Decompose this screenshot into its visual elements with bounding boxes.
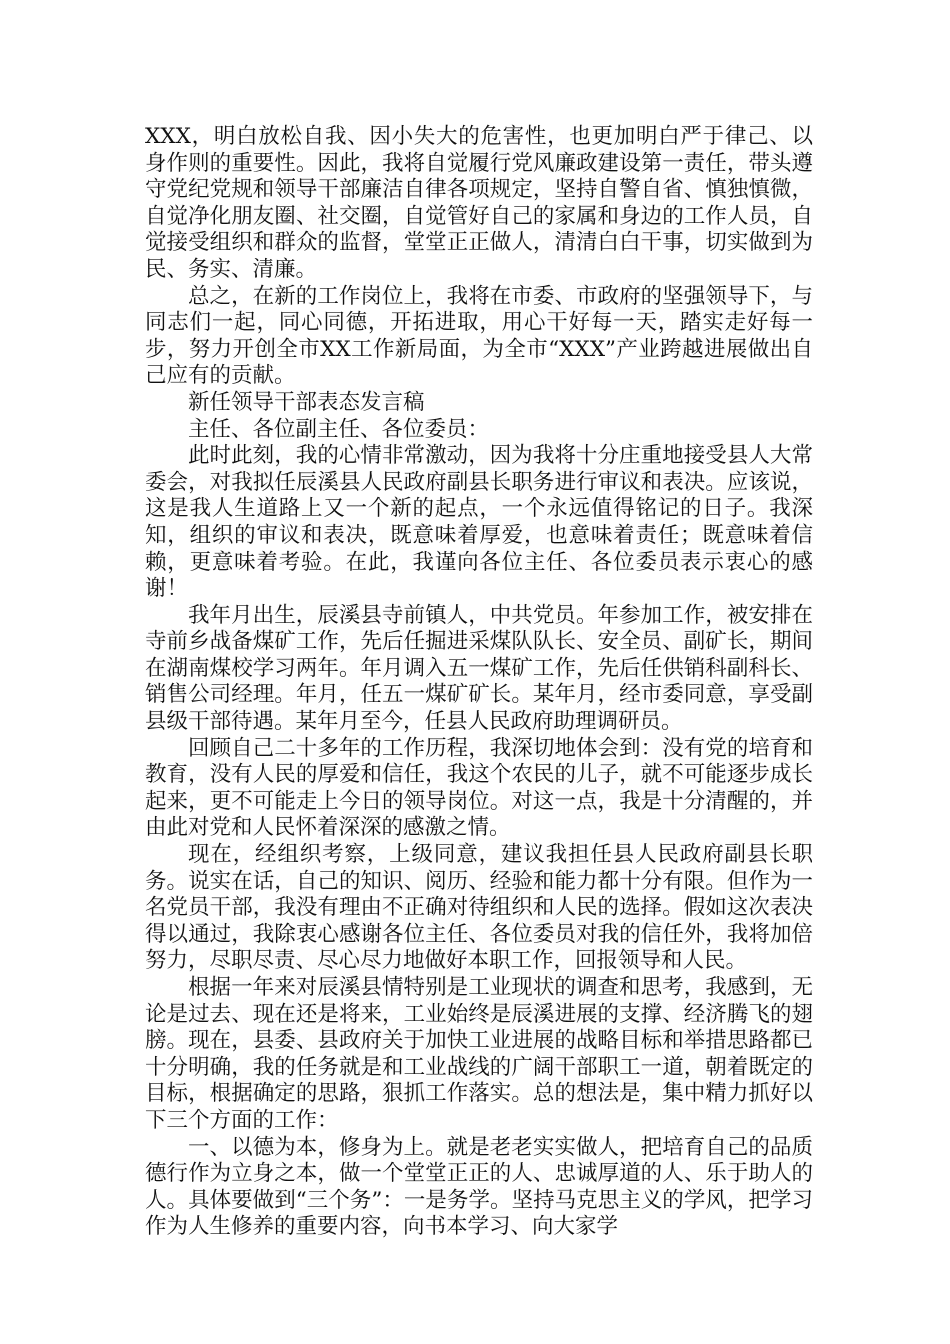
paragraph-reflection: 回顾自己二十多年的工作历程，我深切地体会到：没有党的培育和教育，没有人民的厚爱和信任，我这个农民的儿子，就不可能逐步成长起来，更不可能走上今日的领导岗位。对这一点，我是十分清醒的，并由此对党和人民怀着深深的感激之情。	[145, 735, 813, 841]
paragraph-biography: 我年月出生，辰溪县寺前镇人，中共党员。年参加工作，被安排在寺前乡战备煤矿工作，先后任掘进采煤队队长、安全员、副矿长，期间在湖南煤校学习两年。年月调入五一煤矿工作，先后任供销科副科长、销售公司经理。年月，任五一煤矿矿长。某年月，经市委同意，享受副县级干部待遇。某年月至今，任县人民政府助理调研员。	[145, 602, 813, 735]
document-body	[145, 124, 813, 1241]
paragraph-continuation: XXX，明白放松自我、因小失大的危害性，也更加明白严于律己、以身作则的重要性。因此，我将自觉履行党风廉政建设第一责任，带头遵守党纪党规和领导干部廉洁自律各项规定，坚持自警自省、慎独慎微，自觉净化朋友圈、社交圈，自觉管好自己的家属和身边的工作人员，自觉接受组织和群众的监督，堂堂正正做人，清清白白干事，切实做到为民、务实、清廉。	[145, 124, 813, 282]
paragraph-opening: 此时此刻，我的心情非常激动，因为我将十分庄重地接受县人大常委会，对我拟任辰溪县人民政府副县长职务进行审议和表决。应该说，这是我人生道路上又一个新的起点，一个永远值得铭记的日子。我深知，组织的审议和表决，既意味着厚爱，也意味着责任；既意味着信赖，更意味着考验。在此，我谨向各位主任、各位委员表示衷心的感谢！	[145, 443, 813, 602]
paragraph-industry: 根据一年来对辰溪县情特别是工业现状的调查和思考，我感到，无论是过去、现在还是将来，工业始终是辰溪进展的支撑、经济腾飞的翅膀。现在，县委、县政府关于加快工业进展的战略目标和举措思路都已十分明确，我的任务就是和工业战线的广阔干部职工一道，朝着既定的目标，根据确定的思路，狠抓工作落实。总的想法是，集中精力抓好以下三个方面的工作：	[145, 975, 813, 1133]
paragraph-nomination: 现在，经组织考察，上级同意，建议我担任县人民政府副县长职务。说实在话，自己的知识、阅历、经验和能力都十分有限。但作为一名党员干部，我没有理由不正确对待组织和人民的选择。假如这次表决得以通过，我除衷心感谢各位主任、各位委员对我的信任外，我将加倍努力，尽职尽责、尽心尽力地做好本职工作，回报领导和人民。	[145, 842, 813, 974]
paragraph-point-one: 一、以德为本，修身为上。就是老老实实做人，把培育自己的品质德行作为立身之本，做一个堂堂正正的人、忠诚厚道的人、乐于助人的人。具体要做到“三个务”：一是务学。坚持马克思主义的学风，把学习作为人生修养的重要内容，向书本学习、向大家学	[145, 1134, 813, 1240]
salutation: 主任、各位副主任、各位委员：	[188, 416, 490, 442]
paragraph-conclusion: 总之，在新的工作岗位上，我将在市委、市政府的坚强领导下，与同志们一起，同心同德，开拓进取，用心干好每一天，踏实走好每一步，努力开创全市XX工作新局面，为全市“XXX”产业跨越进展做出自己应有的贡献。	[145, 283, 813, 389]
speech-title: 新任领导干部表态发言稿	[188, 389, 425, 415]
